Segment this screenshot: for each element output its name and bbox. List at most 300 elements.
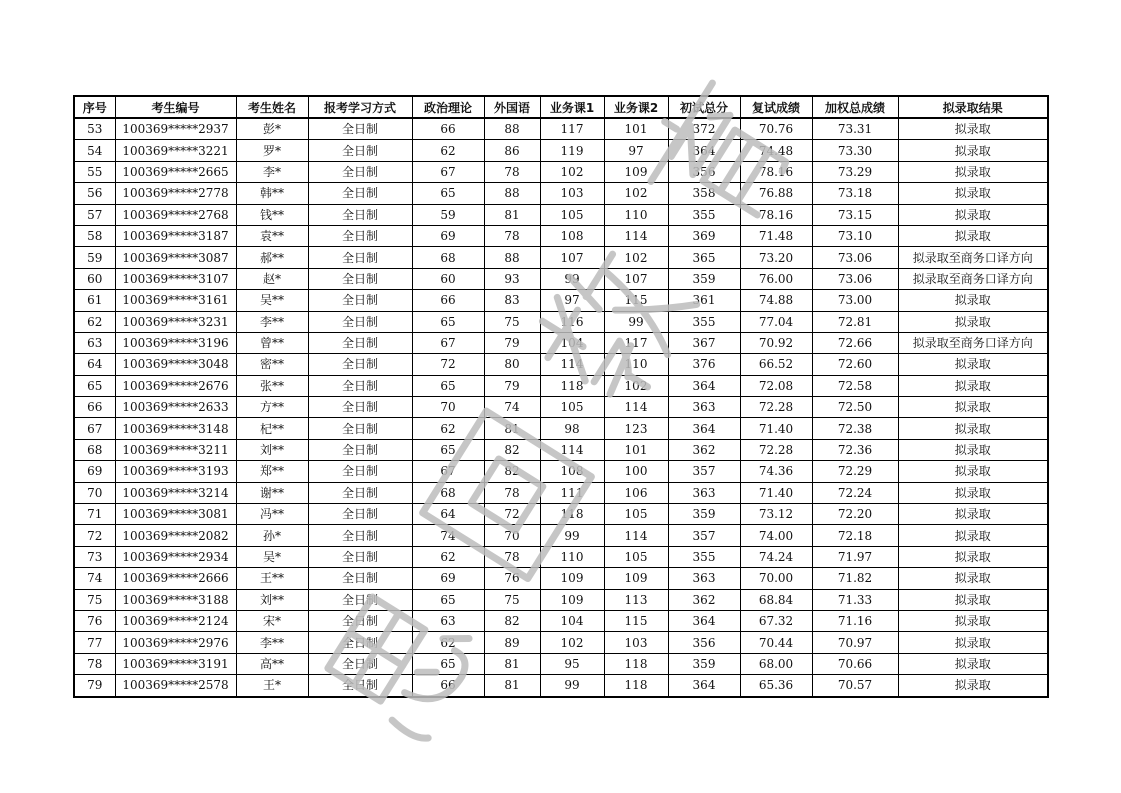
cell-weighted-total: 73.31 [812, 118, 898, 140]
cell-retest-score: 68.84 [740, 589, 812, 610]
cell-weighted-total: 73.06 [812, 247, 898, 268]
table-row [74, 375, 1048, 396]
cell-name: 罗* [236, 140, 308, 161]
cell-name: 吴* [236, 546, 308, 567]
cell-name: 孙* [236, 525, 308, 546]
table-row [74, 204, 1048, 225]
cell-index: 70 [74, 482, 115, 503]
cell-index: 56 [74, 183, 115, 204]
cell-prelim-total: 367 [668, 332, 740, 353]
cell-politics: 62 [412, 140, 484, 161]
cell-admission-result: 拟录取 [898, 354, 1048, 375]
cell-foreign-language: 81 [484, 418, 540, 439]
cell-prelim-total: 364 [668, 675, 740, 697]
cell-course2: 115 [604, 610, 668, 631]
cell-index: 77 [74, 632, 115, 653]
table-row [74, 354, 1048, 375]
cell-politics: 69 [412, 568, 484, 589]
cell-retest-score: 74.48 [740, 140, 812, 161]
cell-candidate-id: 100369*****3191 [115, 653, 236, 674]
cell-study-mode: 全日制 [308, 589, 412, 610]
column-header-name: 考生姓名 [236, 96, 308, 118]
cell-retest-score: 67.32 [740, 610, 812, 631]
cell-course1: 108 [540, 461, 604, 482]
cell-index: 66 [74, 397, 115, 418]
cell-index: 71 [74, 504, 115, 525]
cell-admission-result: 拟录取 [898, 439, 1048, 460]
cell-study-mode: 全日制 [308, 268, 412, 289]
cell-retest-score: 72.08 [740, 375, 812, 396]
cell-prelim-total: 363 [668, 482, 740, 503]
cell-candidate-id: 100369*****3107 [115, 268, 236, 289]
cell-prelim-total: 358 [668, 183, 740, 204]
cell-retest-score: 70.00 [740, 568, 812, 589]
cell-weighted-total: 72.81 [812, 311, 898, 332]
cell-index: 65 [74, 375, 115, 396]
cell-study-mode: 全日制 [308, 290, 412, 311]
cell-name: 冯** [236, 504, 308, 525]
cell-prelim-total: 356 [668, 632, 740, 653]
cell-name: 韩** [236, 183, 308, 204]
cell-prelim-total: 364 [668, 140, 740, 161]
cell-name: 曾** [236, 332, 308, 353]
cell-name: 彭* [236, 118, 308, 140]
cell-candidate-id: 100369*****2768 [115, 204, 236, 225]
table-row [74, 461, 1048, 482]
cell-admission-result: 拟录取 [898, 546, 1048, 567]
cell-politics: 64 [412, 504, 484, 525]
cell-course2: 114 [604, 225, 668, 246]
cell-foreign-language: 72 [484, 504, 540, 525]
cell-admission-result: 拟录取 [898, 204, 1048, 225]
cell-weighted-total: 73.10 [812, 225, 898, 246]
table-row [74, 632, 1048, 653]
cell-candidate-id: 100369*****3148 [115, 418, 236, 439]
cell-course1: 108 [540, 225, 604, 246]
cell-name: 李** [236, 632, 308, 653]
cell-weighted-total: 72.36 [812, 439, 898, 460]
cell-course1: 118 [540, 375, 604, 396]
cell-politics: 65 [412, 653, 484, 674]
cell-retest-score: 78.16 [740, 204, 812, 225]
cell-course2: 114 [604, 525, 668, 546]
cell-study-mode: 全日制 [308, 140, 412, 161]
table-row [74, 183, 1048, 204]
cell-study-mode: 全日制 [308, 461, 412, 482]
cell-prelim-total: 372 [668, 118, 740, 140]
cell-course1: 103 [540, 183, 604, 204]
cell-prelim-total: 376 [668, 354, 740, 375]
cell-prelim-total: 359 [668, 653, 740, 674]
cell-admission-result: 拟录取 [898, 632, 1048, 653]
cell-course1: 102 [540, 632, 604, 653]
table-row [74, 482, 1048, 503]
column-header-candidate-id: 考生编号 [115, 96, 236, 118]
cell-weighted-total: 73.30 [812, 140, 898, 161]
table-row [74, 290, 1048, 311]
cell-foreign-language: 82 [484, 610, 540, 631]
cell-foreign-language: 76 [484, 568, 540, 589]
cell-index: 72 [74, 525, 115, 546]
cell-course1: 117 [540, 118, 604, 140]
cell-course1: 98 [540, 418, 604, 439]
table-row [74, 675, 1048, 697]
cell-study-mode: 全日制 [308, 418, 412, 439]
cell-name: 方** [236, 397, 308, 418]
cell-weighted-total: 71.82 [812, 568, 898, 589]
cell-study-mode: 全日制 [308, 546, 412, 567]
cell-weighted-total: 72.58 [812, 375, 898, 396]
cell-weighted-total: 73.15 [812, 204, 898, 225]
cell-course2: 102 [604, 183, 668, 204]
cell-prelim-total: 362 [668, 439, 740, 460]
column-header-index: 序号 [74, 96, 115, 118]
cell-politics: 72 [412, 354, 484, 375]
table-row [74, 118, 1048, 140]
cell-candidate-id: 100369*****2778 [115, 183, 236, 204]
table-row [74, 225, 1048, 246]
cell-weighted-total: 72.24 [812, 482, 898, 503]
table-row [74, 311, 1048, 332]
cell-course1: 111 [540, 482, 604, 503]
cell-prelim-total: 369 [668, 225, 740, 246]
cell-admission-result: 拟录取 [898, 225, 1048, 246]
cell-foreign-language: 89 [484, 632, 540, 653]
column-header-course1: 业务课1 [540, 96, 604, 118]
cell-admission-result: 拟录取 [898, 375, 1048, 396]
cell-admission-result: 拟录取 [898, 589, 1048, 610]
cell-prelim-total: 359 [668, 268, 740, 289]
cell-study-mode: 全日制 [308, 568, 412, 589]
cell-admission-result: 拟录取 [898, 161, 1048, 182]
cell-course1: 104 [540, 610, 604, 631]
cell-course1: 97 [540, 290, 604, 311]
cell-course2: 118 [604, 675, 668, 697]
table-row [74, 439, 1048, 460]
cell-candidate-id: 100369*****3087 [115, 247, 236, 268]
cell-politics: 67 [412, 332, 484, 353]
cell-course2: 105 [604, 546, 668, 567]
cell-name: 密** [236, 354, 308, 375]
cell-politics: 66 [412, 675, 484, 697]
cell-prelim-total: 359 [668, 504, 740, 525]
cell-politics: 65 [412, 311, 484, 332]
cell-course1: 99 [540, 268, 604, 289]
cell-study-mode: 全日制 [308, 332, 412, 353]
cell-weighted-total: 72.38 [812, 418, 898, 439]
cell-candidate-id: 100369*****3221 [115, 140, 236, 161]
table-row [74, 525, 1048, 546]
cell-politics: 67 [412, 461, 484, 482]
cell-politics: 68 [412, 482, 484, 503]
cell-study-mode: 全日制 [308, 375, 412, 396]
cell-study-mode: 全日制 [308, 610, 412, 631]
cell-retest-score: 66.52 [740, 354, 812, 375]
cell-course1: 95 [540, 653, 604, 674]
cell-course1: 118 [540, 504, 604, 525]
cell-retest-score: 73.12 [740, 504, 812, 525]
cell-index: 75 [74, 589, 115, 610]
cell-weighted-total: 73.29 [812, 161, 898, 182]
cell-name: 杞** [236, 418, 308, 439]
cell-politics: 65 [412, 375, 484, 396]
cell-weighted-total: 73.18 [812, 183, 898, 204]
cell-retest-score: 71.48 [740, 225, 812, 246]
table-row [74, 247, 1048, 268]
cell-candidate-id: 100369*****3193 [115, 461, 236, 482]
cell-index: 53 [74, 118, 115, 140]
cell-weighted-total: 71.33 [812, 589, 898, 610]
cell-admission-result: 拟录取至商务口译方向 [898, 247, 1048, 268]
cell-foreign-language: 93 [484, 268, 540, 289]
cell-foreign-language: 78 [484, 482, 540, 503]
cell-course1: 110 [540, 546, 604, 567]
cell-course2: 118 [604, 653, 668, 674]
cell-course2: 110 [604, 204, 668, 225]
cell-name: 郝** [236, 247, 308, 268]
cell-foreign-language: 75 [484, 311, 540, 332]
cell-candidate-id: 100369*****2633 [115, 397, 236, 418]
cell-course1: 107 [540, 247, 604, 268]
cell-candidate-id: 100369*****3214 [115, 482, 236, 503]
table-row [74, 268, 1048, 289]
cell-name: 李* [236, 161, 308, 182]
cell-course1: 116 [540, 311, 604, 332]
cell-admission-result: 拟录取 [898, 397, 1048, 418]
cell-study-mode: 全日制 [308, 311, 412, 332]
cell-foreign-language: 78 [484, 546, 540, 567]
cell-course2: 113 [604, 589, 668, 610]
cell-course2: 115 [604, 290, 668, 311]
table-body [74, 118, 1048, 697]
cell-prelim-total: 357 [668, 461, 740, 482]
cell-prelim-total: 364 [668, 418, 740, 439]
cell-index: 79 [74, 675, 115, 697]
cell-index: 60 [74, 268, 115, 289]
cell-course2: 109 [604, 568, 668, 589]
cell-admission-result: 拟录取至商务口译方向 [898, 268, 1048, 289]
cell-course2: 109 [604, 161, 668, 182]
cell-course2: 101 [604, 118, 668, 140]
cell-name: 钱** [236, 204, 308, 225]
table-row [74, 504, 1048, 525]
cell-foreign-language: 82 [484, 439, 540, 460]
cell-name: 王* [236, 675, 308, 697]
cell-name: 谢** [236, 482, 308, 503]
cell-foreign-language: 88 [484, 247, 540, 268]
cell-name: 李** [236, 311, 308, 332]
cell-candidate-id: 100369*****3187 [115, 225, 236, 246]
cell-candidate-id: 100369*****2676 [115, 375, 236, 396]
cell-candidate-id: 100369*****3161 [115, 290, 236, 311]
cell-study-mode: 全日制 [308, 183, 412, 204]
cell-retest-score: 78.16 [740, 161, 812, 182]
cell-retest-score: 74.88 [740, 290, 812, 311]
cell-politics: 60 [412, 268, 484, 289]
cell-candidate-id: 100369*****3196 [115, 332, 236, 353]
table-row [74, 589, 1048, 610]
cell-name: 高** [236, 653, 308, 674]
cell-weighted-total: 72.18 [812, 525, 898, 546]
cell-index: 61 [74, 290, 115, 311]
cell-politics: 66 [412, 118, 484, 140]
cell-politics: 66 [412, 290, 484, 311]
table-row [74, 568, 1048, 589]
cell-prelim-total: 355 [668, 546, 740, 567]
cell-name: 赵* [236, 268, 308, 289]
cell-admission-result: 拟录取 [898, 568, 1048, 589]
cell-candidate-id: 100369*****3231 [115, 311, 236, 332]
cell-course2: 103 [604, 632, 668, 653]
cell-index: 74 [74, 568, 115, 589]
cell-retest-score: 76.88 [740, 183, 812, 204]
cell-prelim-total: 363 [668, 397, 740, 418]
cell-index: 76 [74, 610, 115, 631]
cell-candidate-id: 100369*****2976 [115, 632, 236, 653]
cell-name: 吴** [236, 290, 308, 311]
cell-politics: 63 [412, 610, 484, 631]
cell-weighted-total: 71.16 [812, 610, 898, 631]
cell-course2: 102 [604, 375, 668, 396]
cell-study-mode: 全日制 [308, 525, 412, 546]
cell-course1: 99 [540, 675, 604, 697]
cell-index: 73 [74, 546, 115, 567]
column-header-politics: 政治理论 [412, 96, 484, 118]
cell-name: 刘** [236, 589, 308, 610]
cell-retest-score: 74.00 [740, 525, 812, 546]
cell-candidate-id: 100369*****2934 [115, 546, 236, 567]
cell-study-mode: 全日制 [308, 504, 412, 525]
cell-candidate-id: 100369*****2578 [115, 675, 236, 697]
cell-course2: 123 [604, 418, 668, 439]
cell-course1: 109 [540, 589, 604, 610]
cell-prelim-total: 356 [668, 161, 740, 182]
cell-course2: 105 [604, 504, 668, 525]
cell-foreign-language: 81 [484, 204, 540, 225]
cell-index: 63 [74, 332, 115, 353]
cell-prelim-total: 364 [668, 375, 740, 396]
cell-course2: 97 [604, 140, 668, 161]
cell-prelim-total: 357 [668, 525, 740, 546]
cell-weighted-total: 70.97 [812, 632, 898, 653]
cell-weighted-total: 72.60 [812, 354, 898, 375]
table-header [74, 96, 1048, 118]
table-row [74, 140, 1048, 161]
cell-retest-score: 65.36 [740, 675, 812, 697]
cell-study-mode: 全日制 [308, 247, 412, 268]
cell-admission-result: 拟录取 [898, 118, 1048, 140]
cell-retest-score: 72.28 [740, 397, 812, 418]
cell-course1: 99 [540, 525, 604, 546]
cell-candidate-id: 100369*****2082 [115, 525, 236, 546]
cell-candidate-id: 100369*****2666 [115, 568, 236, 589]
cell-politics: 68 [412, 247, 484, 268]
cell-admission-result: 拟录取 [898, 525, 1048, 546]
header-row [74, 96, 1048, 118]
cell-admission-result: 拟录取 [898, 461, 1048, 482]
column-header-retest-score: 复试成绩 [740, 96, 812, 118]
cell-index: 54 [74, 140, 115, 161]
cell-prelim-total: 363 [668, 568, 740, 589]
cell-retest-score: 68.00 [740, 653, 812, 674]
cell-course1: 105 [540, 397, 604, 418]
cell-candidate-id: 100369*****3188 [115, 589, 236, 610]
cell-admission-result: 拟录取 [898, 418, 1048, 439]
cell-retest-score: 73.20 [740, 247, 812, 268]
cell-prelim-total: 362 [668, 589, 740, 610]
cell-weighted-total: 70.66 [812, 653, 898, 674]
cell-name: 宋* [236, 610, 308, 631]
cell-course1: 105 [540, 204, 604, 225]
cell-candidate-id: 100369*****2937 [115, 118, 236, 140]
cell-admission-result: 拟录取 [898, 610, 1048, 631]
cell-index: 78 [74, 653, 115, 674]
cell-prelim-total: 365 [668, 247, 740, 268]
cell-retest-score: 77.04 [740, 311, 812, 332]
cell-candidate-id: 100369*****2124 [115, 610, 236, 631]
cell-course1: 119 [540, 140, 604, 161]
cell-politics: 65 [412, 589, 484, 610]
cell-retest-score: 70.44 [740, 632, 812, 653]
table-row [74, 418, 1048, 439]
cell-course1: 114 [540, 439, 604, 460]
cell-index: 69 [74, 461, 115, 482]
cell-study-mode: 全日制 [308, 439, 412, 460]
cell-retest-score: 74.24 [740, 546, 812, 567]
cell-politics: 65 [412, 439, 484, 460]
column-header-foreign-language: 外国语 [484, 96, 540, 118]
cell-weighted-total: 71.97 [812, 546, 898, 567]
cell-course2: 99 [604, 311, 668, 332]
cell-foreign-language: 82 [484, 461, 540, 482]
cell-weighted-total: 72.29 [812, 461, 898, 482]
cell-weighted-total: 73.06 [812, 268, 898, 289]
cell-index: 55 [74, 161, 115, 182]
cell-index: 57 [74, 204, 115, 225]
cell-politics: 67 [412, 161, 484, 182]
cell-index: 62 [74, 311, 115, 332]
column-header-weighted-total: 加权总成绩 [812, 96, 898, 118]
cell-candidate-id: 100369*****3081 [115, 504, 236, 525]
cell-weighted-total: 72.66 [812, 332, 898, 353]
cell-admission-result: 拟录取 [898, 675, 1048, 697]
table-row [74, 332, 1048, 353]
cell-name: 袁** [236, 225, 308, 246]
cell-retest-score: 76.00 [740, 268, 812, 289]
cell-study-mode: 全日制 [308, 675, 412, 697]
cell-politics: 62 [412, 632, 484, 653]
cell-prelim-total: 355 [668, 311, 740, 332]
cell-study-mode: 全日制 [308, 632, 412, 653]
cell-course2: 117 [604, 332, 668, 353]
cell-retest-score: 74.36 [740, 461, 812, 482]
cell-foreign-language: 88 [484, 118, 540, 140]
cell-study-mode: 全日制 [308, 354, 412, 375]
cell-admission-result: 拟录取 [898, 311, 1048, 332]
cell-foreign-language: 70 [484, 525, 540, 546]
cell-course1: 102 [540, 161, 604, 182]
cell-foreign-language: 81 [484, 653, 540, 674]
cell-foreign-language: 83 [484, 290, 540, 311]
cell-study-mode: 全日制 [308, 482, 412, 503]
cell-admission-result: 拟录取 [898, 140, 1048, 161]
cell-foreign-language: 78 [484, 225, 540, 246]
cell-foreign-language: 88 [484, 183, 540, 204]
cell-course2: 110 [604, 354, 668, 375]
cell-course2: 101 [604, 439, 668, 460]
cell-course1: 104 [540, 332, 604, 353]
cell-name: 王** [236, 568, 308, 589]
